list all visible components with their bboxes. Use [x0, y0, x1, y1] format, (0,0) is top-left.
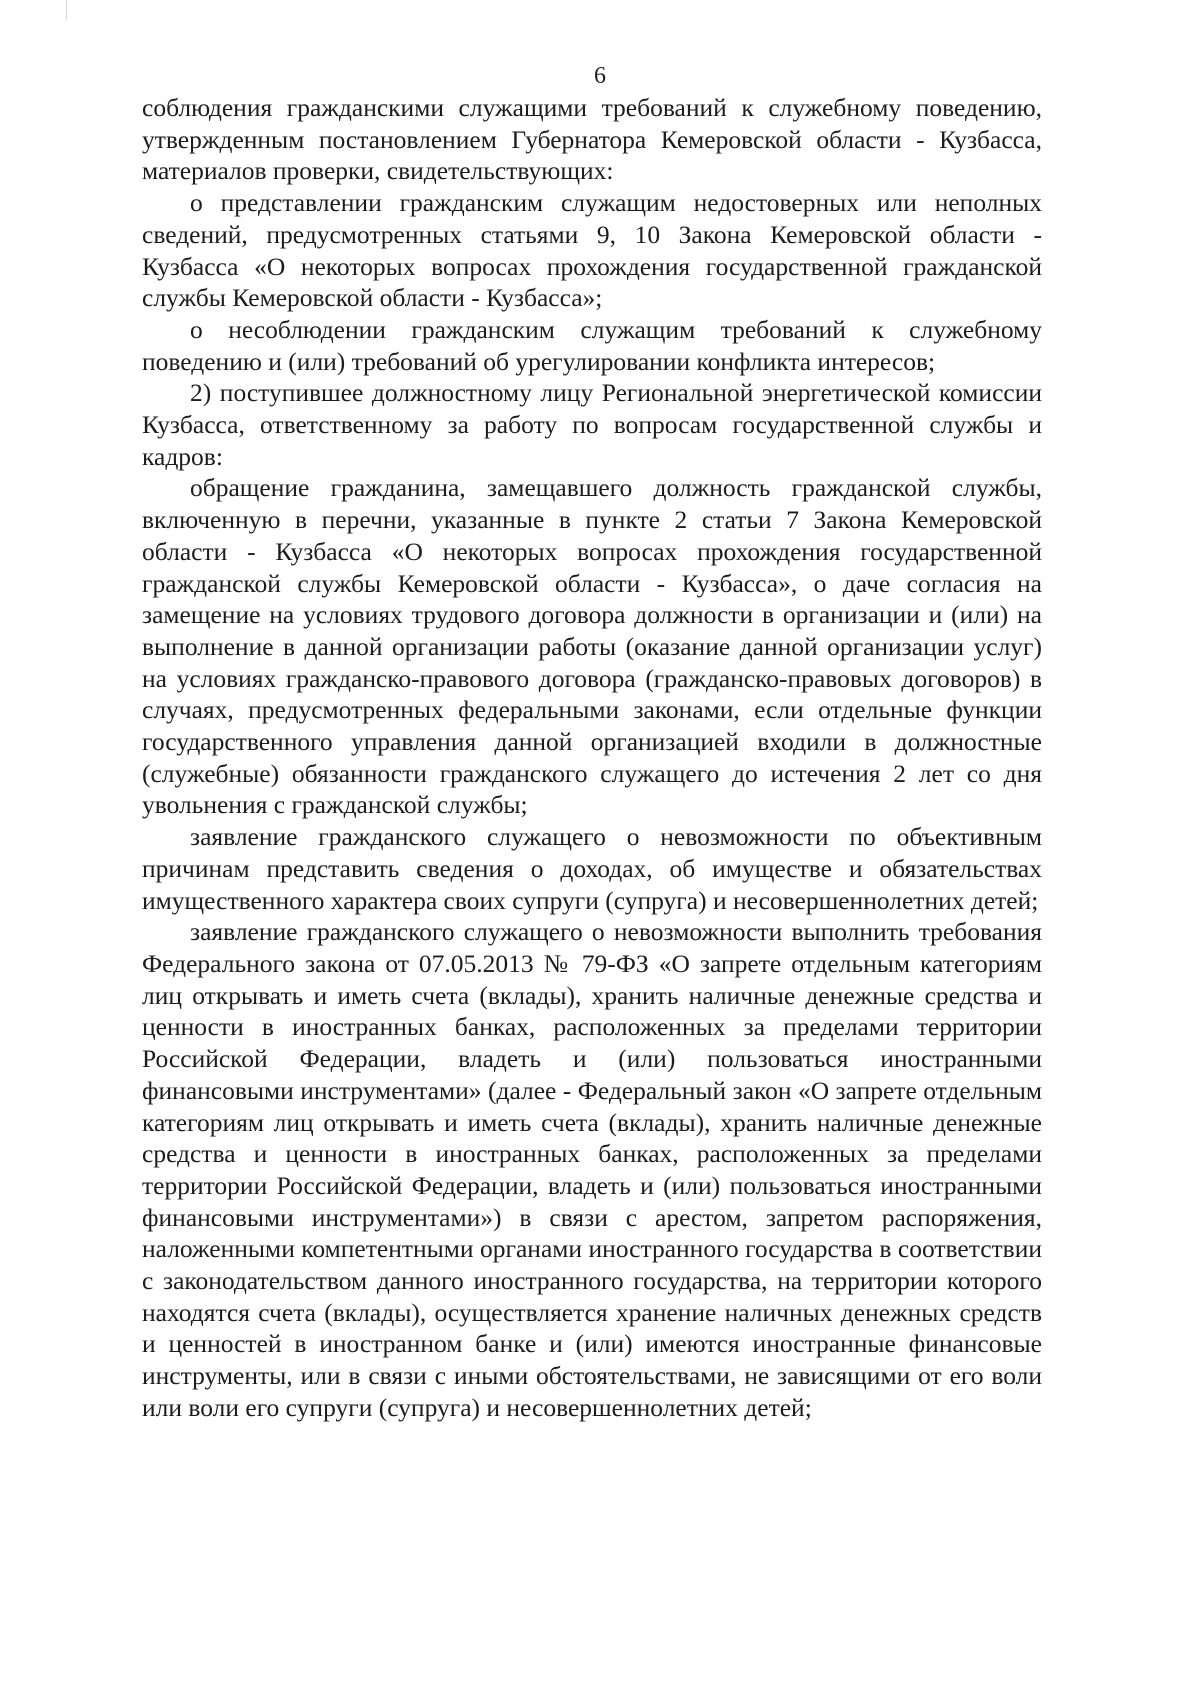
paragraph-continuation: соблюдения гражданскими служащими требований к служебному поведению, утвержденным постановлением Губернатора Кемеровской области - Кузбасса, материалов проверки, свидетельствующих: [142, 93, 1042, 186]
paragraph-false-info: о представлении гражданским служащим недостоверных или неполных сведений, предусмотренных статьями 9, 10 Закона Кемеровской области - Кузбасса «О некоторых вопросах прохождения государственной гражданской службы Кемеровской области - Кузбасса»; [142, 188, 1042, 313]
paragraph-income-statement: заявление гражданского служащего о невозможности по объективным причинам представить сведения о доходах, об имуществе и обязательствах имущественного характера своих супруги (супруга) и несовершеннолетних детей; [142, 822, 1042, 915]
paragraph-foreign-accounts: заявление гражданского служащего о невозможности выполнить требования Федерального закона от 07.05.2013 № 79-ФЗ «О запрете отдельным категориям лиц открывать и иметь счета (вклады), хранить наличные денежные средства и ценности в иностранных банках, расположенных за пределами территории Российской Федерации, владеть и (или) пользоваться иностранными финансовыми инструментами» (далее - Федеральный закон «О запрете отдельным категориям лиц открывать и иметь счета (вклады), хранить наличные денежные средства и ценности в иностранных банках, расположенных за пределами территории Российской Федерации, владеть и (или) пользоваться иностранными финансовыми инструментами») в связи с арестом, запретом распоряжения, наложенными компетентными органами иностранного государства в соответствии с законодательством данного иностранного государства, на территории которого находятся счета (вклады), осуществляется хранение наличных денежных средств и ценностей в иностранном банке и (или) имеются иностранные финансовые инструменты, или в связи с иными обстоятельствами, не зависящими от его воли или воли его супруги (супруга) и несовершеннолетних детей; [142, 917, 1042, 1422]
scan-edge-mark [66, 0, 67, 20]
page-number: 6 [594, 63, 606, 89]
paragraph-item-2: 2) поступившее должностному лицу Региональной энергетической комиссии Кузбасса, ответственному за работу по вопросам государственной службы и кадров: [142, 378, 1042, 471]
document-body [142, 92, 1042, 1424]
paragraph-non-compliance: о несоблюдении гражданским служащим требований к служебному поведению и (или) требований об урегулировании конфликта интересов; [142, 314, 1042, 376]
paragraph-citizen-appeal: обращение гражданина, замещавшего должность гражданской службы, включенную в перечни, указанные в пункте 2 статьи 7 Закона Кемеровской области - Кузбасса «О некоторых вопросах прохождения государственной гражданской службы Кемеровской области - Кузбасса», о даче согласия на замещение на условиях трудового договора должности в организации и (или) на выполнение в данной организации работы (оказание данной организации услуг) на условиях гражданско-правового договора (гражданско-правовых договоров) в случаях, предусмотренных федеральными законами, если отдельные функции государственного управления данной организацией входили в должностные (служебные) обязанности гражданского служащего до истечения 2 лет со дня увольнения с гражданской службы; [142, 473, 1042, 820]
